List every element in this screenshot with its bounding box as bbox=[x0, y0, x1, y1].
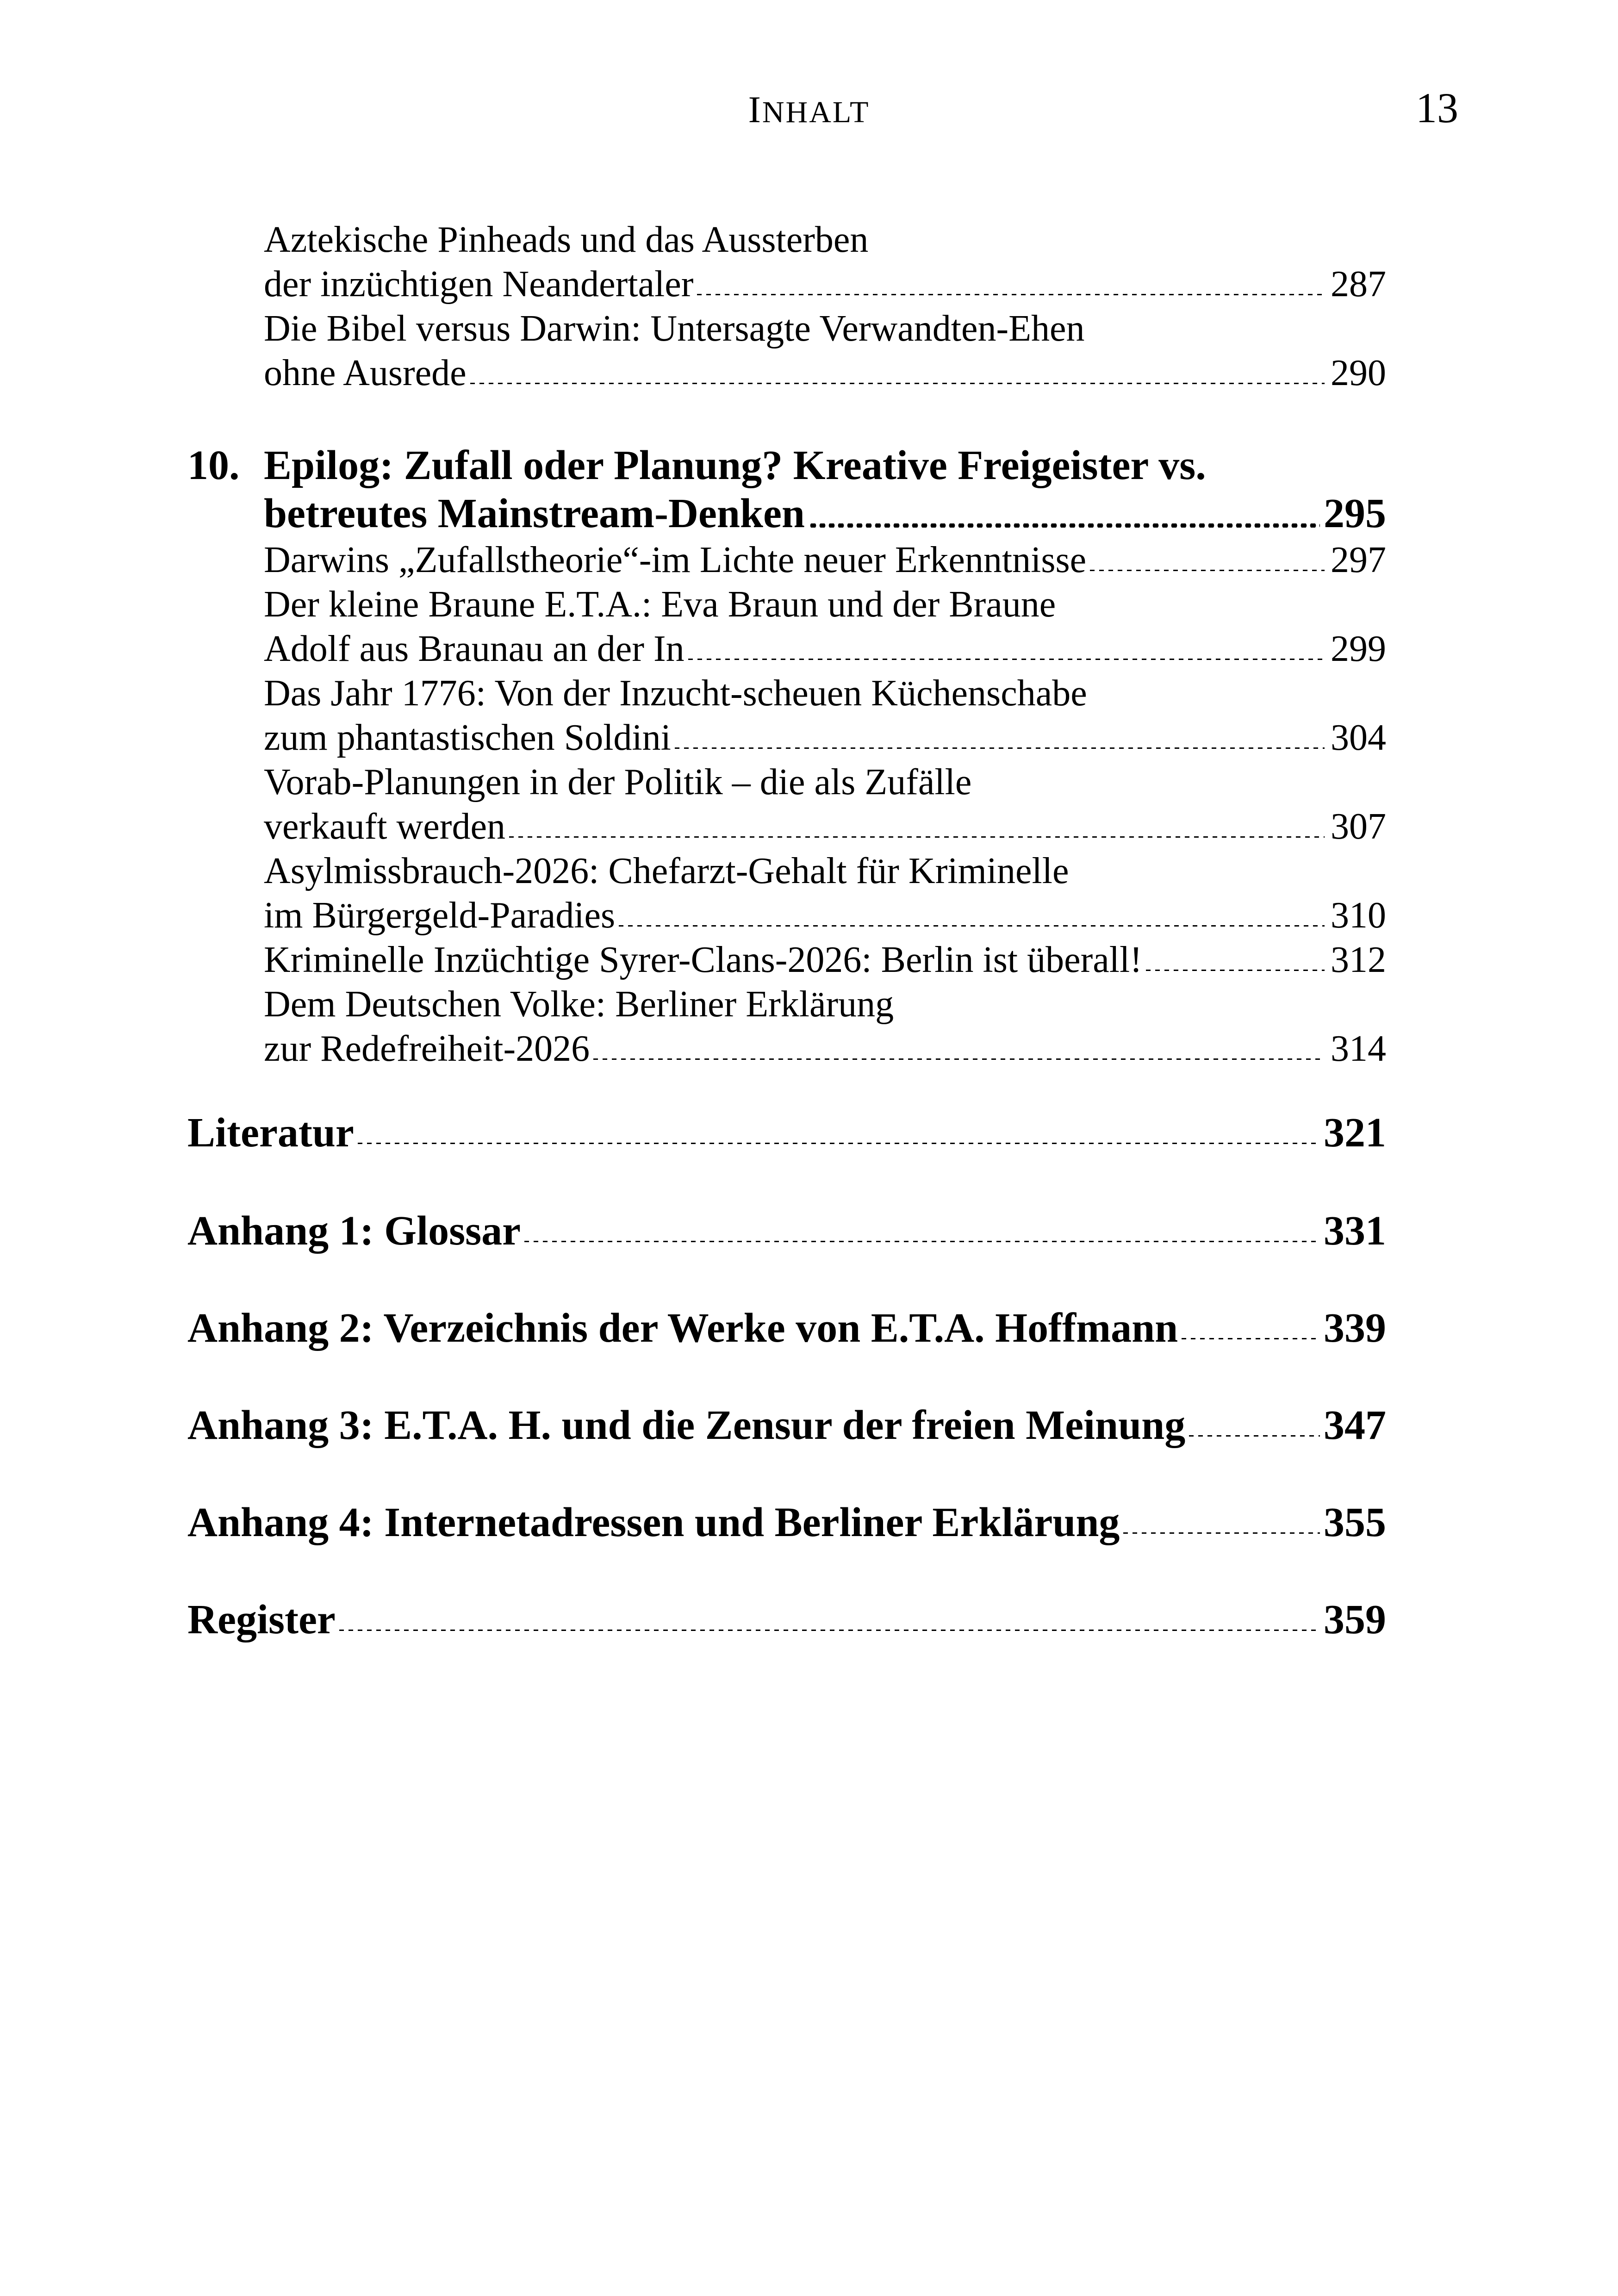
running-head bbox=[0, 88, 1618, 131]
toc-section-register[interactable]: Register 359 bbox=[187, 1597, 1386, 1643]
toc-page-number: 307 bbox=[1331, 806, 1386, 847]
running-head-initial: I bbox=[748, 88, 762, 131]
toc-page-number: 331 bbox=[1324, 1208, 1386, 1254]
toc-entry[interactable]: im Bürgergeld-Paradies 310 bbox=[264, 893, 1386, 938]
dot-leader bbox=[675, 747, 1325, 749]
toc-chapter[interactable]: betreutes Mainstream-Denken 295 bbox=[264, 490, 1386, 538]
dot-leader bbox=[1182, 1338, 1320, 1339]
toc-page-number: 290 bbox=[1331, 353, 1386, 393]
page-number: 13 bbox=[1416, 84, 1458, 131]
dot-leader bbox=[1189, 1435, 1320, 1437]
toc-page-number: 355 bbox=[1324, 1500, 1386, 1545]
toc-entry[interactable]: Der kleine Braune E.T.A.: Eva Braun und der Braune bbox=[264, 584, 1056, 625]
toc-page-number: 321 bbox=[1324, 1110, 1386, 1156]
dot-leader bbox=[688, 659, 1325, 660]
toc-entry[interactable]: der inzüchtigen Neandertaler 287 bbox=[264, 262, 1386, 306]
toc-section-anhang-1[interactable]: Anhang 1: Glossar 331 bbox=[187, 1208, 1386, 1254]
toc-section-literatur[interactable]: Literatur 321 bbox=[187, 1110, 1386, 1156]
toc-entry[interactable]: zum phantastischen Soldini 304 bbox=[264, 716, 1386, 760]
toc-entry[interactable]: zur Redefreiheit-2026 314 bbox=[264, 1027, 1386, 1071]
toc-page-number: 359 bbox=[1324, 1597, 1386, 1643]
toc-chapter[interactable]: 10. Epilog: Zufall oder Planung? Kreative Freigeister vs. bbox=[187, 442, 1386, 490]
chapter-number: 10. bbox=[187, 442, 240, 488]
toc-page-number: 347 bbox=[1324, 1402, 1386, 1448]
toc-page-number: 339 bbox=[1324, 1305, 1386, 1351]
dot-leader bbox=[619, 925, 1325, 927]
toc-entry[interactable]: Darwins „Zufallstheorie“-im Lichte neuer Erkenntnisse 297 bbox=[264, 538, 1386, 582]
toc-page-number: 304 bbox=[1331, 717, 1386, 758]
toc-page-number: 295 bbox=[1324, 491, 1386, 536]
dot-leader bbox=[809, 523, 1320, 528]
toc-page-number: 297 bbox=[1331, 540, 1386, 580]
toc-page-number: 314 bbox=[1331, 1028, 1386, 1069]
toc-entry[interactable]: Kriminelle Inzüchtige Syrer-Clans-2026: Berlin ist überall! 312 bbox=[264, 938, 1386, 982]
dot-leader bbox=[339, 1630, 1320, 1631]
dot-leader bbox=[1123, 1532, 1320, 1534]
dot-leader bbox=[524, 1241, 1320, 1242]
toc-entry[interactable]: Das Jahr 1776: Von der Inzucht-scheuen Küchenschabe bbox=[264, 673, 1087, 714]
toc-section-anhang-3[interactable]: Anhang 3: E.T.A. H. und die Zensur der freien Meinung 347 bbox=[187, 1402, 1386, 1448]
toc-page-number: 287 bbox=[1331, 264, 1386, 305]
toc-entry[interactable]: ohne Ausrede 290 bbox=[264, 351, 1386, 395]
toc-entry[interactable]: Vorab-Planungen in der Politik – die als Zufälle bbox=[264, 762, 972, 803]
toc-page-number: 312 bbox=[1331, 940, 1386, 980]
dot-leader bbox=[358, 1143, 1320, 1144]
toc-entry[interactable]: Adolf aus Braunau an der In 299 bbox=[264, 627, 1386, 671]
dot-leader bbox=[509, 836, 1325, 838]
toc-entry[interactable]: Die Bibel versus Darwin: Untersagte Verwandten-Ehen bbox=[264, 308, 1085, 349]
dot-leader bbox=[697, 294, 1325, 295]
toc-entry[interactable]: Dem Deutschen Volke: Berliner Erklärung bbox=[264, 984, 894, 1025]
toc-entry[interactable]: verkauft werden 307 bbox=[264, 804, 1386, 849]
dot-leader bbox=[470, 383, 1325, 384]
toc-section-anhang-4[interactable]: Anhang 4: Internetadressen und Berliner Erklärung 355 bbox=[187, 1500, 1386, 1545]
toc-page-number: 310 bbox=[1331, 895, 1386, 936]
dot-leader bbox=[1146, 970, 1325, 971]
dot-leader bbox=[593, 1058, 1325, 1060]
toc-page-number: 299 bbox=[1331, 628, 1386, 669]
toc-entry[interactable]: Aztekische Pinheads und das Aussterben bbox=[264, 219, 869, 260]
dot-leader bbox=[1090, 570, 1325, 571]
toc-section-anhang-2[interactable]: Anhang 2: Verzeichnis der Werke von E.T.A. Hoffmann 339 bbox=[187, 1305, 1386, 1351]
running-head-rest: NHALT bbox=[762, 95, 870, 129]
toc-entry[interactable]: Asylmissbrauch-2026: Chefarzt-Gehalt für Kriminelle bbox=[264, 851, 1069, 891]
